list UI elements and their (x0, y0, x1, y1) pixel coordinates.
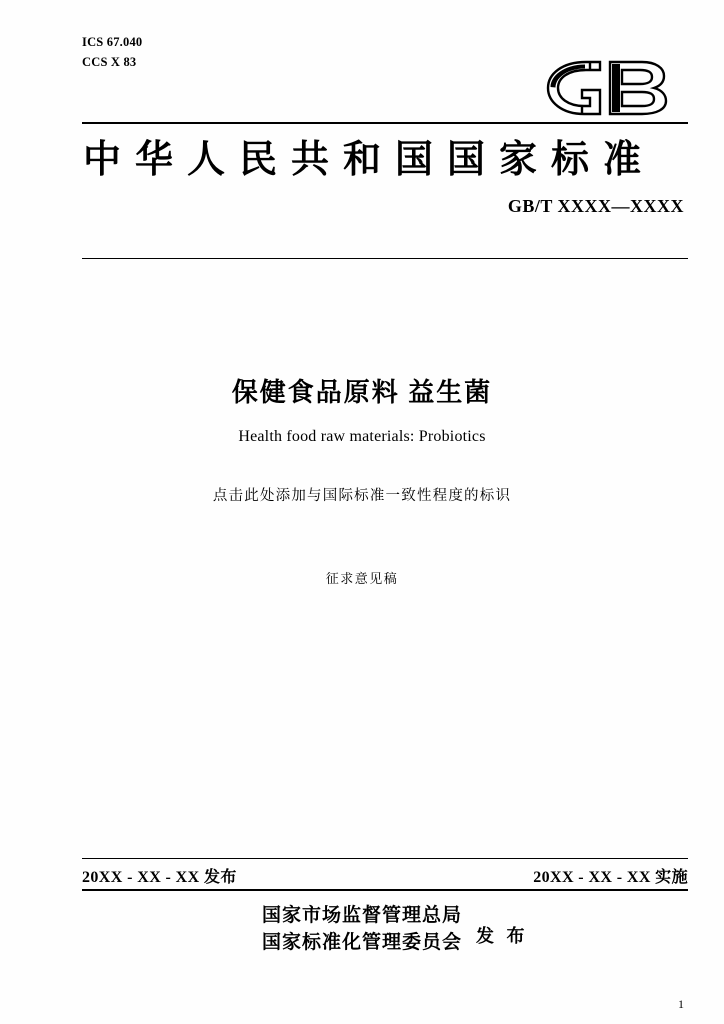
issuer-name-1: 国家市场监督管理总局 (261, 905, 462, 926)
draft-stage-label: 征求意见稿 (325, 571, 399, 586)
footer-rule-top (82, 858, 688, 859)
issuer-name-2: 国家标准化管理委员会 (261, 932, 462, 953)
issue-date: 20XX - XX - XX 发布 (82, 868, 237, 886)
page-number: 1 (678, 997, 684, 1011)
sub-header-rule (82, 258, 688, 259)
conformity-note: 点击此处添加与国际标准一致性程度的标识 (212, 488, 512, 504)
issuer-block (0, 902, 724, 956)
publish-label: 发 布 (475, 926, 529, 946)
header-rule (82, 122, 688, 124)
gb-emblem-icon (526, 52, 686, 124)
national-standard-title: 中华人民共和国国家标准 (82, 139, 655, 181)
classification-codes (82, 32, 142, 72)
document-title-en: Health food raw materials: Probiotics (238, 428, 486, 445)
footer-rule-bottom (82, 889, 688, 891)
document-title-cn: 保健食品原料 益生菌 (231, 378, 493, 407)
ics-code: ICS 67.040 (82, 35, 143, 49)
footer-dates (82, 862, 688, 888)
standard-number: GB/T XXXX—XXXX (507, 196, 684, 216)
implement-date: 20XX - XX - XX 实施 (533, 868, 688, 886)
ccs-code: CCS X 83 (82, 55, 137, 69)
